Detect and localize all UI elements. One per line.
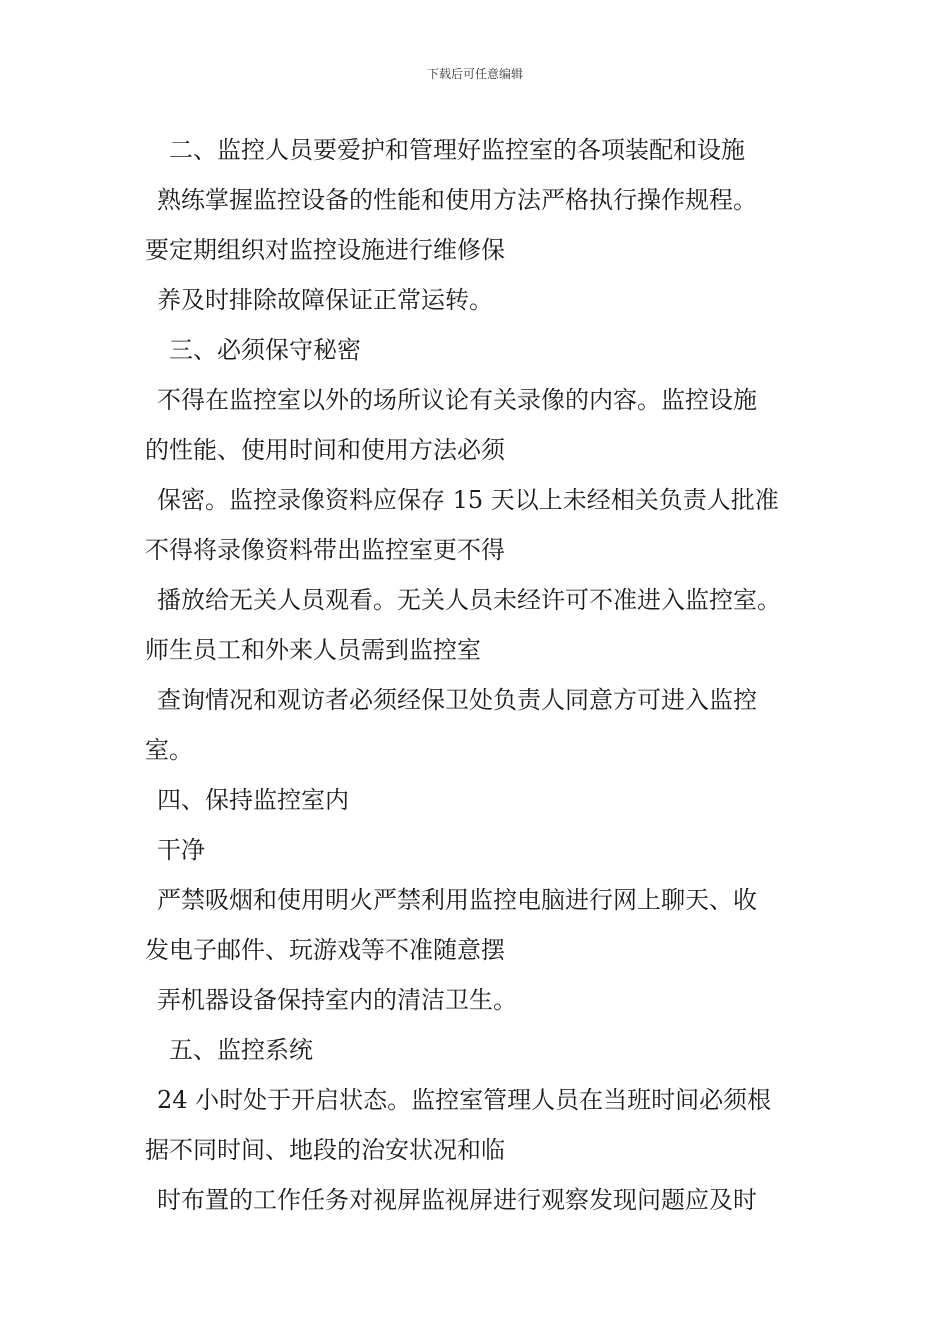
paragraph-line: 保密。监控录像资料应保存 15 天以上未经相关负责人批准 [157, 486, 779, 514]
section-heading-4: 四、保持监控室内 [157, 786, 349, 814]
paragraph-line: 熟练掌握监控设备的性能和使用方法严格执行操作规程。 [157, 186, 757, 214]
paragraph-line: 养及时排除故障保证正常运转。 [157, 286, 493, 314]
section-heading-5: 五、监控系统 [169, 1036, 313, 1064]
paragraph-line: 弄机器设备保持室内的清洁卫生。 [157, 986, 517, 1014]
page-header: 下载后可任意编辑 [426, 67, 523, 81]
paragraph-line: 严禁吸烟和使用明火严禁利用监控电脑进行网上聊天、收 [157, 886, 757, 914]
paragraph-line: 的性能、使用时间和使用方法必须 [145, 436, 505, 464]
section-heading-3: 三、必须保守秘密 [169, 336, 361, 364]
paragraph-line: 不得在监控室以外的场所议论有关录像的内容。监控设施 [157, 386, 757, 414]
paragraph-line: 播放给无关人员观看。无关人员未经许可不准进入监控室。 [157, 586, 781, 614]
paragraph-line: 室。 [145, 736, 193, 764]
paragraph-line: 查询情况和观访者必须经保卫处负责人同意方可进入监控 [157, 686, 757, 714]
paragraph-line: 干净 [157, 836, 205, 864]
paragraph-line: 时布置的工作任务对视屏监视屏进行观察发现问题应及时 [157, 1186, 757, 1214]
document-body [145, 125, 845, 1225]
paragraph-line: 发电子邮件、玩游戏等不准随意摆 [145, 936, 505, 964]
paragraph-line: 师生员工和外来人员需到监控室 [145, 636, 481, 664]
paragraph-line: 据不同时间、地段的治安状况和临 [145, 1136, 505, 1164]
paragraph-line: 不得将录像资料带出监控室更不得 [145, 536, 505, 564]
section-heading-2: 二、监控人员要爱护和管理好监控室的各项装配和设施 [169, 136, 745, 164]
paragraph-line: 要定期组织对监控设施进行维修保 [145, 236, 505, 264]
paragraph-line: 24 小时处于开启状态。监控室管理人员在当班时间必须根 [157, 1086, 772, 1114]
